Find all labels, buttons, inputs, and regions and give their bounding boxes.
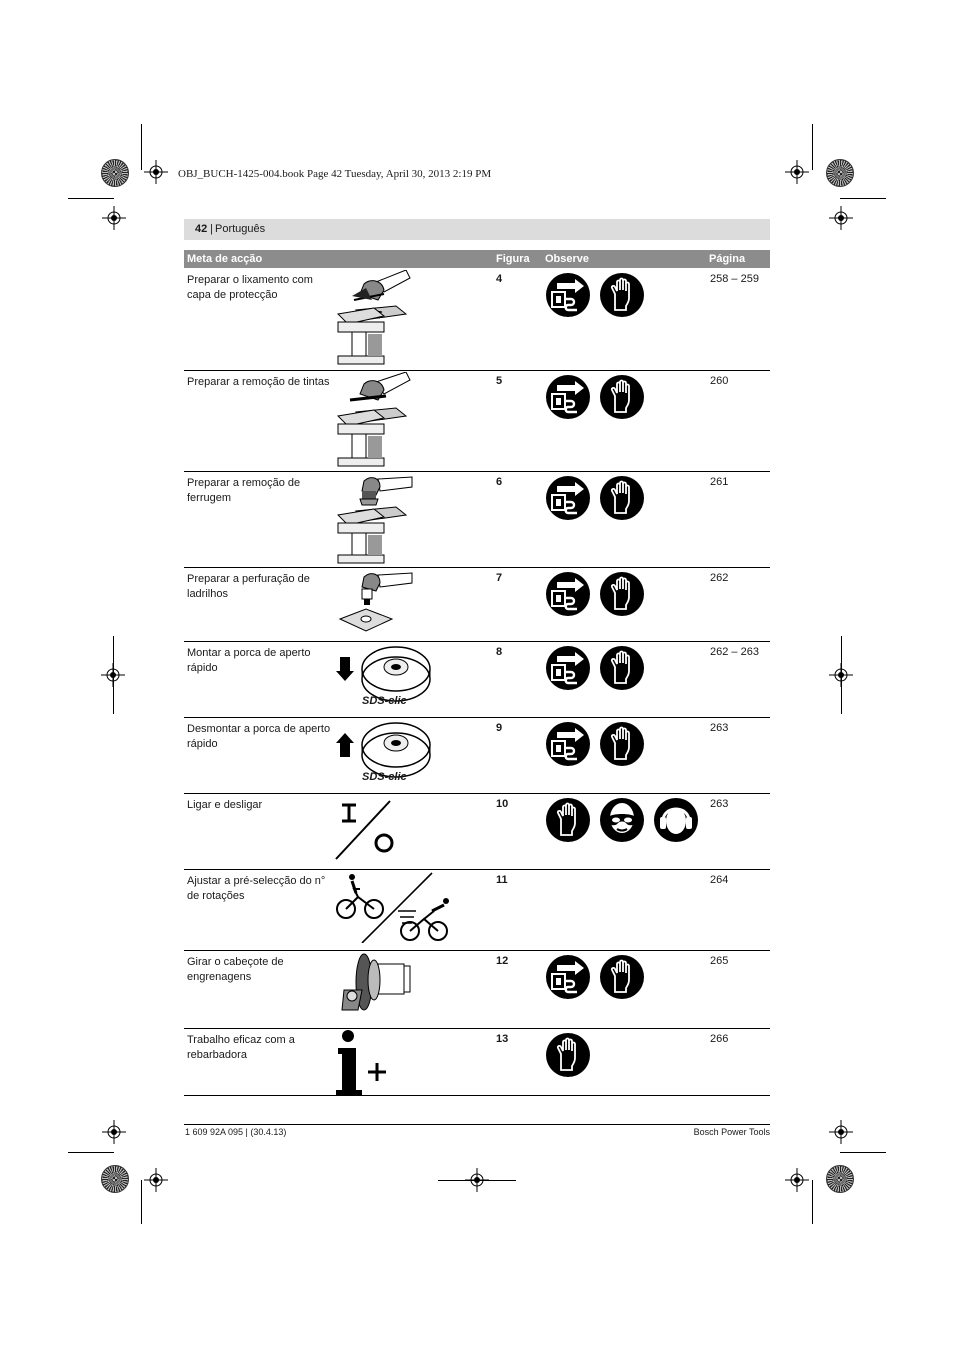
gear-head-icon — [334, 952, 414, 1033]
col-header-goal: Meta de acção — [187, 253, 263, 265]
registration-target-icon — [465, 1168, 489, 1192]
table-row — [184, 641, 770, 718]
registration-target-icon — [785, 1168, 809, 1192]
speed-preselect-icon — [334, 871, 454, 948]
row-page-reference: 266 — [710, 1033, 729, 1045]
row-page-reference: 261 — [710, 476, 729, 488]
registration-target-icon — [144, 160, 168, 184]
header-separator: | — [210, 223, 213, 235]
row-page-reference: 262 – 263 — [710, 646, 759, 658]
col-header-figure: Figura — [496, 253, 530, 265]
unplug-icon — [545, 954, 591, 1005]
unplug-icon — [545, 374, 591, 425]
table-row — [184, 268, 770, 371]
row-goal: Trabalho eficaz com a rebarbadora — [187, 1034, 295, 1061]
info-plus-icon — [334, 1030, 394, 1101]
row-observe-icons — [545, 721, 645, 772]
table-row — [184, 471, 770, 568]
page-number: 42 — [195, 223, 208, 235]
gloves-icon — [599, 272, 645, 323]
registration-disc-icon — [101, 1165, 129, 1193]
footer-rule — [184, 1124, 770, 1125]
row-figure-number: 4 — [496, 273, 503, 285]
registration-target-icon — [102, 1120, 126, 1144]
row-observe-icons — [545, 797, 699, 848]
row-goal: Girar o cabeçote de engrenagens — [187, 956, 284, 983]
unplug-icon — [545, 645, 591, 696]
gloves-icon — [599, 571, 645, 622]
row-goal: Montar a porca de aperto rápido — [187, 647, 311, 674]
header-language: Português — [215, 223, 266, 235]
row-page-reference: 265 — [710, 955, 729, 967]
row-observe-icons — [545, 272, 645, 323]
registration-target-icon — [829, 1120, 853, 1144]
gloves-icon — [599, 475, 645, 526]
unplug-icon — [545, 721, 591, 772]
registration-target-icon — [101, 663, 125, 687]
registration-disc-icon — [101, 159, 129, 187]
row-goal: Preparar a perfuração de ladrilhos — [187, 573, 310, 600]
sds-clic-label: SDS-clic — [362, 695, 407, 707]
row-page-reference: 258 – 259 — [710, 273, 759, 285]
footer-left: 1 609 92A 095 | (30.4.13) — [185, 1127, 287, 1137]
registration-target-icon — [144, 1168, 168, 1192]
gloves-icon — [599, 645, 645, 696]
grinder-paint-icon — [334, 372, 414, 473]
row-figure-number: 13 — [496, 1033, 509, 1045]
sds-clic-label: SDS-clic — [362, 771, 407, 783]
table-header — [184, 250, 770, 268]
grinder-brush-icon — [334, 473, 414, 570]
table-row — [184, 793, 770, 870]
row-figure-number: 5 — [496, 375, 503, 387]
row-goal: Desmontar a porca de aperto rápido — [187, 723, 331, 750]
col-header-page: Página — [709, 253, 746, 265]
goggles-icon — [599, 797, 645, 848]
registration-target-icon — [829, 206, 853, 230]
registration-disc-icon — [826, 159, 854, 187]
row-goal: Ligar e desligar — [187, 799, 263, 811]
registration-target-icon — [785, 160, 809, 184]
row-goal: Preparar a remoção de tintas — [187, 376, 330, 388]
row-figure-number: 10 — [496, 798, 509, 810]
grinder-tile-icon — [334, 569, 414, 640]
gloves-icon — [545, 1032, 591, 1083]
row-page-reference: 262 — [710, 572, 729, 584]
row-goal: Preparar a remoção de ferrugem — [187, 477, 301, 504]
row-goal: Preparar o lixamento com capa de protecção — [187, 274, 313, 301]
table-row — [184, 370, 770, 472]
gloves-icon — [599, 374, 645, 425]
registration-target-icon — [829, 663, 853, 687]
unplug-icon — [545, 272, 591, 323]
row-figure-number: 9 — [496, 722, 503, 734]
row-observe-icons — [545, 475, 645, 526]
table-row — [184, 950, 770, 1029]
sds-clic-unmount-icon — [334, 719, 434, 794]
unplug-icon — [545, 475, 591, 526]
on-off-icon — [334, 795, 404, 866]
gloves-icon — [599, 721, 645, 772]
gloves-icon — [545, 797, 591, 848]
table-row — [184, 567, 770, 642]
footer-right: Bosch Power Tools — [693, 1127, 770, 1137]
row-observe-icons — [545, 645, 645, 696]
table-row — [184, 869, 770, 951]
row-figure-number: 12 — [496, 955, 509, 967]
print-slug: OBJ_BUCH-1425-004.book Page 42 Tuesday, April 30, 2013 2:19 PM — [178, 168, 492, 180]
table-row — [184, 717, 770, 794]
gloves-icon — [599, 954, 645, 1005]
row-figure-number: 7 — [496, 572, 503, 584]
row-observe-icons — [545, 1032, 591, 1083]
row-page-reference: 263 — [710, 722, 729, 734]
grinder-guard-icon — [334, 270, 414, 371]
registration-disc-icon — [826, 1165, 854, 1193]
row-goal: Ajustar a pré-selecção do n° de rotações — [187, 875, 326, 902]
row-page-reference: 260 — [710, 375, 729, 387]
sds-clic-mount-icon — [334, 643, 434, 718]
row-figure-number: 8 — [496, 646, 503, 658]
row-observe-icons — [545, 374, 645, 425]
row-page-reference: 264 — [710, 874, 729, 886]
table-row — [184, 1028, 770, 1096]
page-header — [184, 219, 770, 240]
col-header-observe: Observe — [545, 253, 590, 265]
row-figure-number: 6 — [496, 476, 503, 488]
registration-target-icon — [102, 206, 126, 230]
row-figure-number: 11 — [496, 874, 508, 886]
ear-protection-icon — [653, 797, 699, 848]
unplug-icon — [545, 571, 591, 622]
row-page-reference: 263 — [710, 798, 729, 810]
row-observe-icons — [545, 571, 645, 622]
row-observe-icons — [545, 954, 645, 1005]
